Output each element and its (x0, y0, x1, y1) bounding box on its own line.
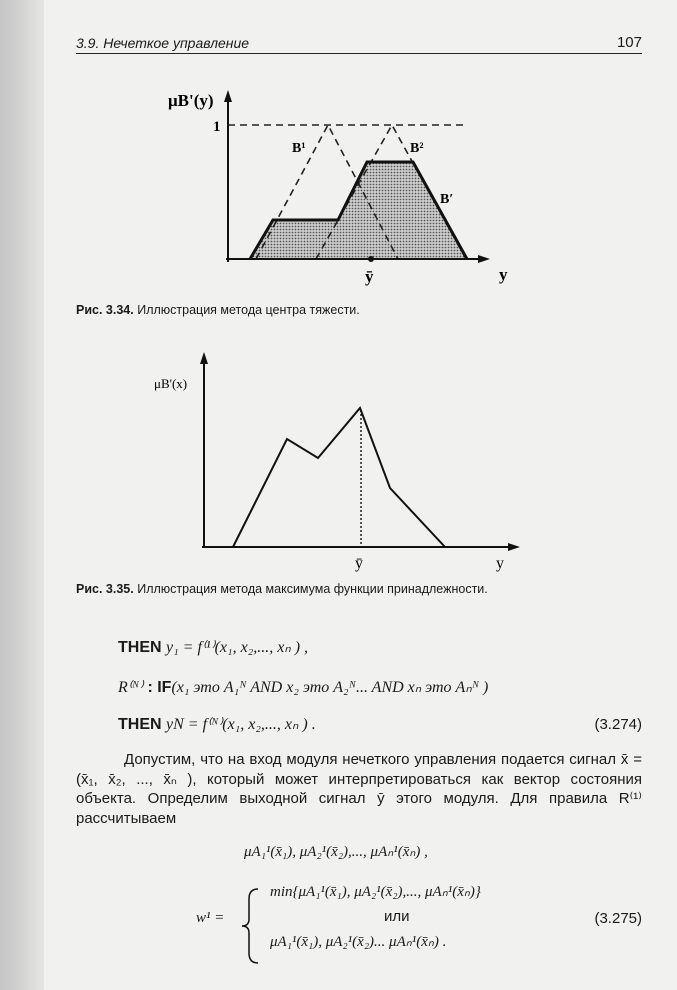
membership-curve (233, 408, 445, 547)
formula-then-n (118, 714, 316, 734)
equation-number-3-274: (3.274) (594, 716, 642, 733)
caption-label: Рис. 3.35. (76, 582, 134, 596)
then-keyword: THEN (118, 639, 162, 656)
caption-label: Рис. 3.34. (76, 303, 134, 317)
y-axis-label: μB'(x) (154, 376, 188, 391)
x-axis-label: y (499, 265, 508, 284)
ybar-label: ȳ (365, 267, 374, 286)
x-axis-arrow (508, 543, 520, 551)
if-expression: (x₁ это A₁ᴺ AND x₂ это A₂ᴺ... AND xₙ это Aₙᴺ ) (171, 679, 489, 696)
case-product: μA₁¹(x̄₁), μA₂¹(x̄₂)... μAₙ¹(x̄ₙ) . (270, 934, 447, 950)
y-axis-label: μB'(y) (168, 91, 214, 110)
case-min: min{μA₁¹(x̄₁), μA₂¹(x̄₂),..., μAₙ¹(x̄ₙ)} (270, 884, 481, 900)
bprime-label: B′ (440, 192, 454, 207)
page-number: 107 (616, 34, 642, 51)
body-paragraph: Допустим, что на вход модуля нечеткого управления подается сигнал x̄ = (x̄₁, x̄₂, ..., x̄ₙ ), который может интерпретироваться как вектор состояния объекта. Определим выходной сигнал ȳ этого модуля. Для правила R⁽¹⁾ рассчитываем (76, 751, 642, 827)
section-title: 3.9. Нечеткое управление (76, 35, 250, 51)
then-expression: y₁ = f⁽¹⁾(x₁, x₂,..., xₙ ) , (166, 639, 309, 656)
formula-rule-n (118, 677, 488, 697)
if-keyword: : IF (147, 679, 172, 696)
y-axis-arrow (200, 352, 208, 364)
ybar-point (368, 256, 374, 262)
w1-label: w¹ = (196, 910, 225, 926)
left-brace (238, 887, 262, 965)
ybar-label: ȳ (355, 555, 363, 572)
x-axis-label: y (496, 555, 504, 572)
b2-label: B² (410, 141, 424, 156)
figure-3-35-caption (76, 582, 488, 596)
figure-3-34-caption (76, 303, 360, 317)
then-keyword: THEN (118, 716, 162, 733)
figure-3-35 (0, 340, 677, 580)
level-one-label: 1 (213, 119, 221, 135)
x-axis-arrow (478, 255, 490, 263)
then-expression: yN = f⁽ᴺ⁾(x₁, x₂,..., xₙ ) . (166, 716, 316, 733)
b1-label: B¹ (292, 141, 306, 156)
rule-name: R⁽ᴺ⁾ (118, 679, 143, 696)
membership-values: μA₁¹(x̄₁), μA₂¹(x̄₂),..., μAₙ¹(x̄ₙ) , (244, 844, 428, 860)
y-axis-arrow (224, 90, 232, 102)
equation-number-3-275: (3.275) (594, 910, 642, 927)
case-or: или (384, 908, 410, 925)
caption-text: Иллюстрация метода центра тяжести. (137, 303, 360, 317)
formula-then-1 (118, 637, 308, 657)
caption-text: Иллюстрация метода максимума функции принадлежности. (137, 582, 488, 596)
figure-3-34 (0, 0, 677, 300)
